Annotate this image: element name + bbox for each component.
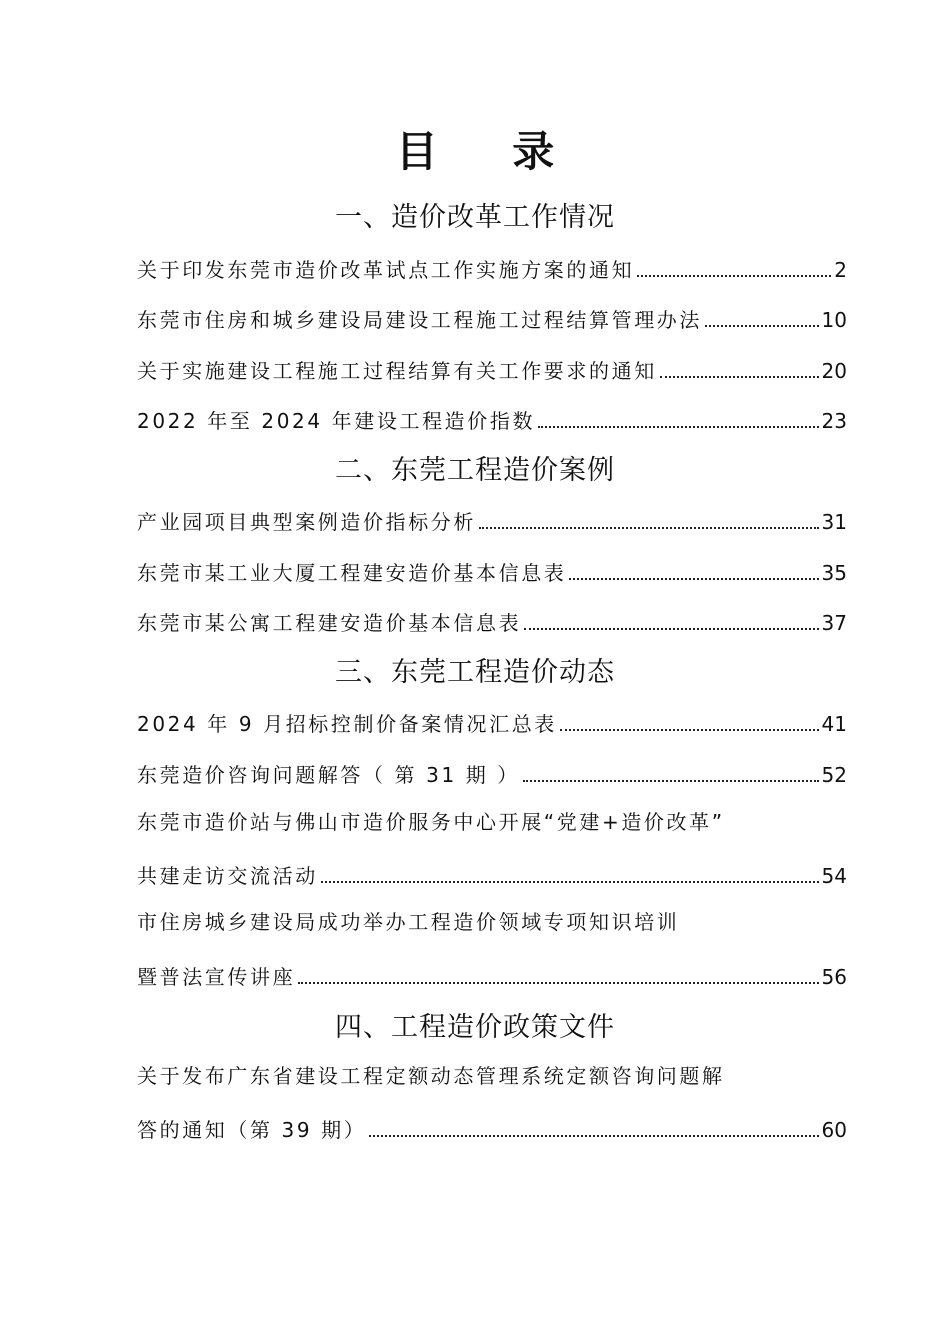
toc-entry-first-line[interactable]: 关于发布广东省建设工程定额动态管理系统定额咨询问题解 — [137, 1064, 725, 1088]
toc-entry-title: 暨普法宣传讲座 — [137, 965, 296, 989]
dot-leader — [524, 628, 818, 630]
toc-entry[interactable] — [137, 302, 847, 334]
dot-leader — [479, 527, 819, 529]
toc-entry-page: 54 — [821, 864, 847, 888]
toc-entry[interactable] — [137, 504, 847, 536]
toc-entry-page: 37 — [821, 611, 847, 635]
toc-entry-title: 共建走访交流活动 — [137, 864, 318, 888]
dot-leader — [523, 780, 819, 782]
section-heading-4: 四、工程造价政策文件 — [335, 1012, 615, 1043]
dot-leader — [569, 578, 818, 580]
toc-entry-page: 20 — [821, 359, 847, 383]
toc-entry-first-line[interactable]: 东莞市造价站与佛山市造价服务中心开展“党建+造价改革” — [137, 810, 725, 834]
toc-entry-page: 10 — [821, 308, 847, 332]
toc-entry-title: 答的通知（第 39 期） — [137, 1118, 367, 1142]
page-title: 目 录 — [395, 127, 585, 176]
toc-entry-page: 56 — [821, 965, 847, 989]
toc-entry-title: 关于实施建设工程施工过程结算有关工作要求的通知 — [137, 359, 657, 383]
toc-entry[interactable] — [137, 252, 847, 284]
toc-entry-page: 60 — [821, 1118, 847, 1142]
toc-entry-page: 31 — [821, 510, 847, 534]
toc-entry[interactable] — [137, 555, 847, 587]
dot-leader — [660, 376, 819, 378]
dot-leader — [369, 1135, 818, 1137]
toc-entry-title: 东莞市某工业大厦工程建安造价基本信息表 — [137, 561, 567, 585]
toc-entry[interactable] — [137, 353, 847, 385]
section-heading-3: 三、东莞工程造价动态 — [335, 657, 615, 688]
toc-entry[interactable] — [137, 1112, 847, 1144]
toc-entry[interactable] — [137, 403, 847, 435]
section-heading-1: 一、造价改革工作情况 — [335, 202, 615, 233]
toc-entry[interactable] — [137, 706, 847, 738]
toc-entry[interactable] — [137, 959, 847, 991]
dot-leader — [637, 275, 831, 277]
toc-entry-page: 52 — [821, 763, 847, 787]
dot-leader — [538, 426, 818, 428]
toc-entry-title: 关于印发东莞市造价改革试点工作实施方案的通知 — [137, 258, 635, 282]
toc-entry-title: 产业园项目典型案例造价指标分析 — [137, 510, 476, 534]
toc-entry[interactable] — [137, 757, 847, 789]
section-heading-2: 二、东莞工程造价案例 — [335, 455, 615, 486]
toc-entry-title: 东莞市住房和城乡建设局建设工程施工过程结算管理办法 — [137, 308, 702, 332]
dot-leader — [298, 982, 818, 984]
toc-entry-title: 东莞造价咨询问题解答（ 第 31 期 ） — [137, 763, 520, 787]
toc-entry-first-line[interactable]: 市住房城乡建设局成功举办工程造价领域专项知识培训 — [137, 910, 680, 934]
toc-entry-title: 2022 年至 2024 年建设工程造价指数 — [137, 409, 536, 433]
toc-entry-title: 东莞市某公寓工程建安造价基本信息表 — [137, 611, 522, 635]
toc-entry-title: 2024 年 9 月招标控制价备案情况汇总表 — [137, 712, 557, 736]
toc-entry[interactable] — [137, 858, 847, 890]
toc-entry[interactable] — [137, 605, 847, 637]
toc-entry-page: 35 — [821, 561, 847, 585]
dot-leader — [321, 881, 819, 883]
dot-leader — [560, 729, 819, 731]
dot-leader — [705, 325, 819, 327]
toc-entry-page: 23 — [821, 409, 847, 433]
toc-entry-page: 41 — [821, 712, 847, 736]
toc-entry-page: 2 — [834, 258, 847, 282]
